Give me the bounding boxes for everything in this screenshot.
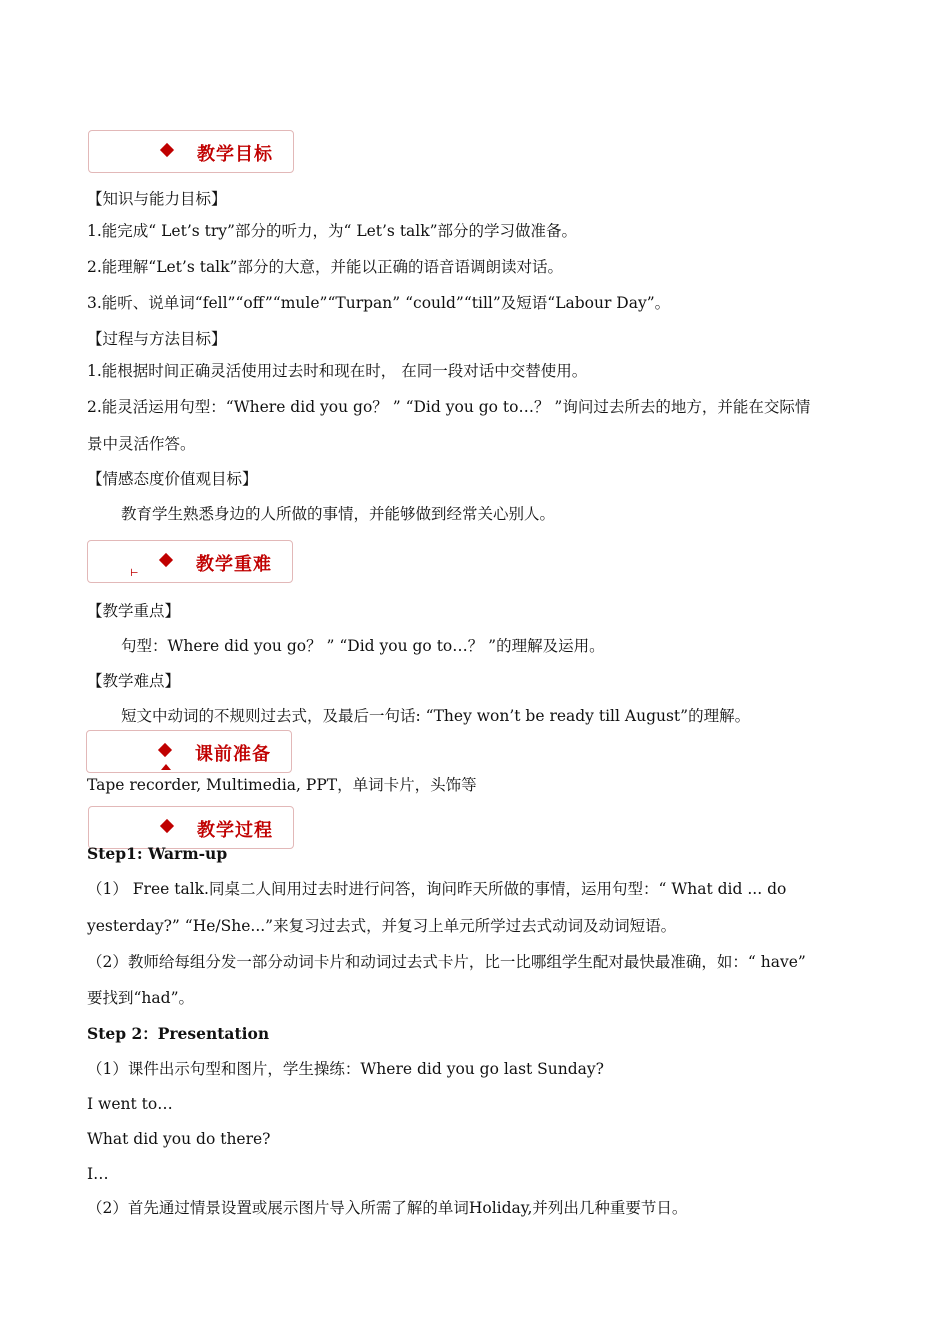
prep-text: Tape recorder, Multimedia, PPT，单词卡片，头饰等 <box>87 776 477 794</box>
step1-line-2: yesterday?” “He/She...”来复习过去式，并复习上单元所学过去式动词及动词短语。 <box>87 917 677 935</box>
knowledge-header: 【知识与能力目标】 <box>87 190 227 208</box>
small-triangle-icon <box>161 764 171 770</box>
step2-line-1: （1）课件出示句型和图片，学生操练：Where did you go last Sunday? <box>87 1060 604 1078</box>
focus-header: 【教学重点】 <box>87 602 181 620</box>
step1-title: Step1: Warm-up <box>87 844 228 863</box>
step2-line-3: What did you do there? <box>87 1130 271 1148</box>
section-header-prep <box>86 730 292 773</box>
focus-text: 句型：Where did you go？ ” “Did you go to…？ ”的理解及运用。 <box>121 637 605 655</box>
section-header-goals <box>88 130 294 173</box>
difficulty-header: 【教学难点】 <box>87 672 181 690</box>
step2-line-2: I went to… <box>87 1095 173 1113</box>
process-item-1: 1.能根据时间正确灵活使用过去时和现在时， 在同一段对话中交替使用。 <box>87 362 588 380</box>
section-title: 教学目标 <box>197 144 273 165</box>
section-header-key-points <box>87 540 293 583</box>
step1-line-1: （1） Free talk.同桌二人间用过去时进行问答，询问昨天所做的事情，运用句型：“ What did ... do <box>87 880 787 898</box>
diamond-bullet-icon <box>160 143 174 157</box>
process-item-2-cont: 景中灵活作答。 <box>87 435 196 453</box>
step2-line-4: I… <box>87 1165 109 1183</box>
emotion-header: 【情感态度价值观目标】 <box>87 470 258 488</box>
process-header: 【过程与方法目标】 <box>87 330 227 348</box>
step1-line-4: 要找到“had”。 <box>87 989 194 1007</box>
section-title: 教学重难 <box>196 554 272 575</box>
section-title: 教学过程 <box>197 820 273 841</box>
step1-line-3: （2）教师给每组分发一部分动词卡片和动词过去式卡片，比一比哪组学生配对最快最准确，如：“ have” <box>87 953 806 971</box>
step2-line-5: （2）首先通过情景设置或展示图片导入所需了解的单词Holiday,并列出几种重要节日。 <box>87 1199 688 1217</box>
section-title: 课前准备 <box>195 744 271 765</box>
step2-title: Step 2：Presentation <box>87 1024 270 1043</box>
emotion-text: 教育学生熟悉身边的人所做的事情，并能够做到经常关心别人。 <box>121 505 556 523</box>
difficulty-text: 短文中动词的不规则过去式，及最后一句话: “They won’t be ready till August”的理解。 <box>121 707 751 725</box>
diamond-bullet-icon <box>160 819 174 833</box>
process-item-2: 2.能灵活运用句型：“Where did you go？ ” “Did you go to…？ ”询问过去所去的地方，并能在交际情 <box>87 398 811 416</box>
diamond-bullet-icon <box>158 743 172 757</box>
knowledge-item-3: 3.能听、说单词“fell”“off”“mule”“Turpan” “could”“till”及短语“Labour Day”。 <box>87 294 671 312</box>
small-mark-icon: ⊢ <box>130 568 139 579</box>
knowledge-item-1: 1.能完成“ Let’s try”部分的听力，为“ Let’s talk”部分的学习做准备。 <box>87 222 578 240</box>
section-header-process <box>88 806 294 849</box>
diamond-bullet-icon <box>159 553 173 567</box>
knowledge-item-2: 2.能理解“Let’s talk”部分的大意，并能以正确的语音语调朗读对话。 <box>87 258 563 276</box>
